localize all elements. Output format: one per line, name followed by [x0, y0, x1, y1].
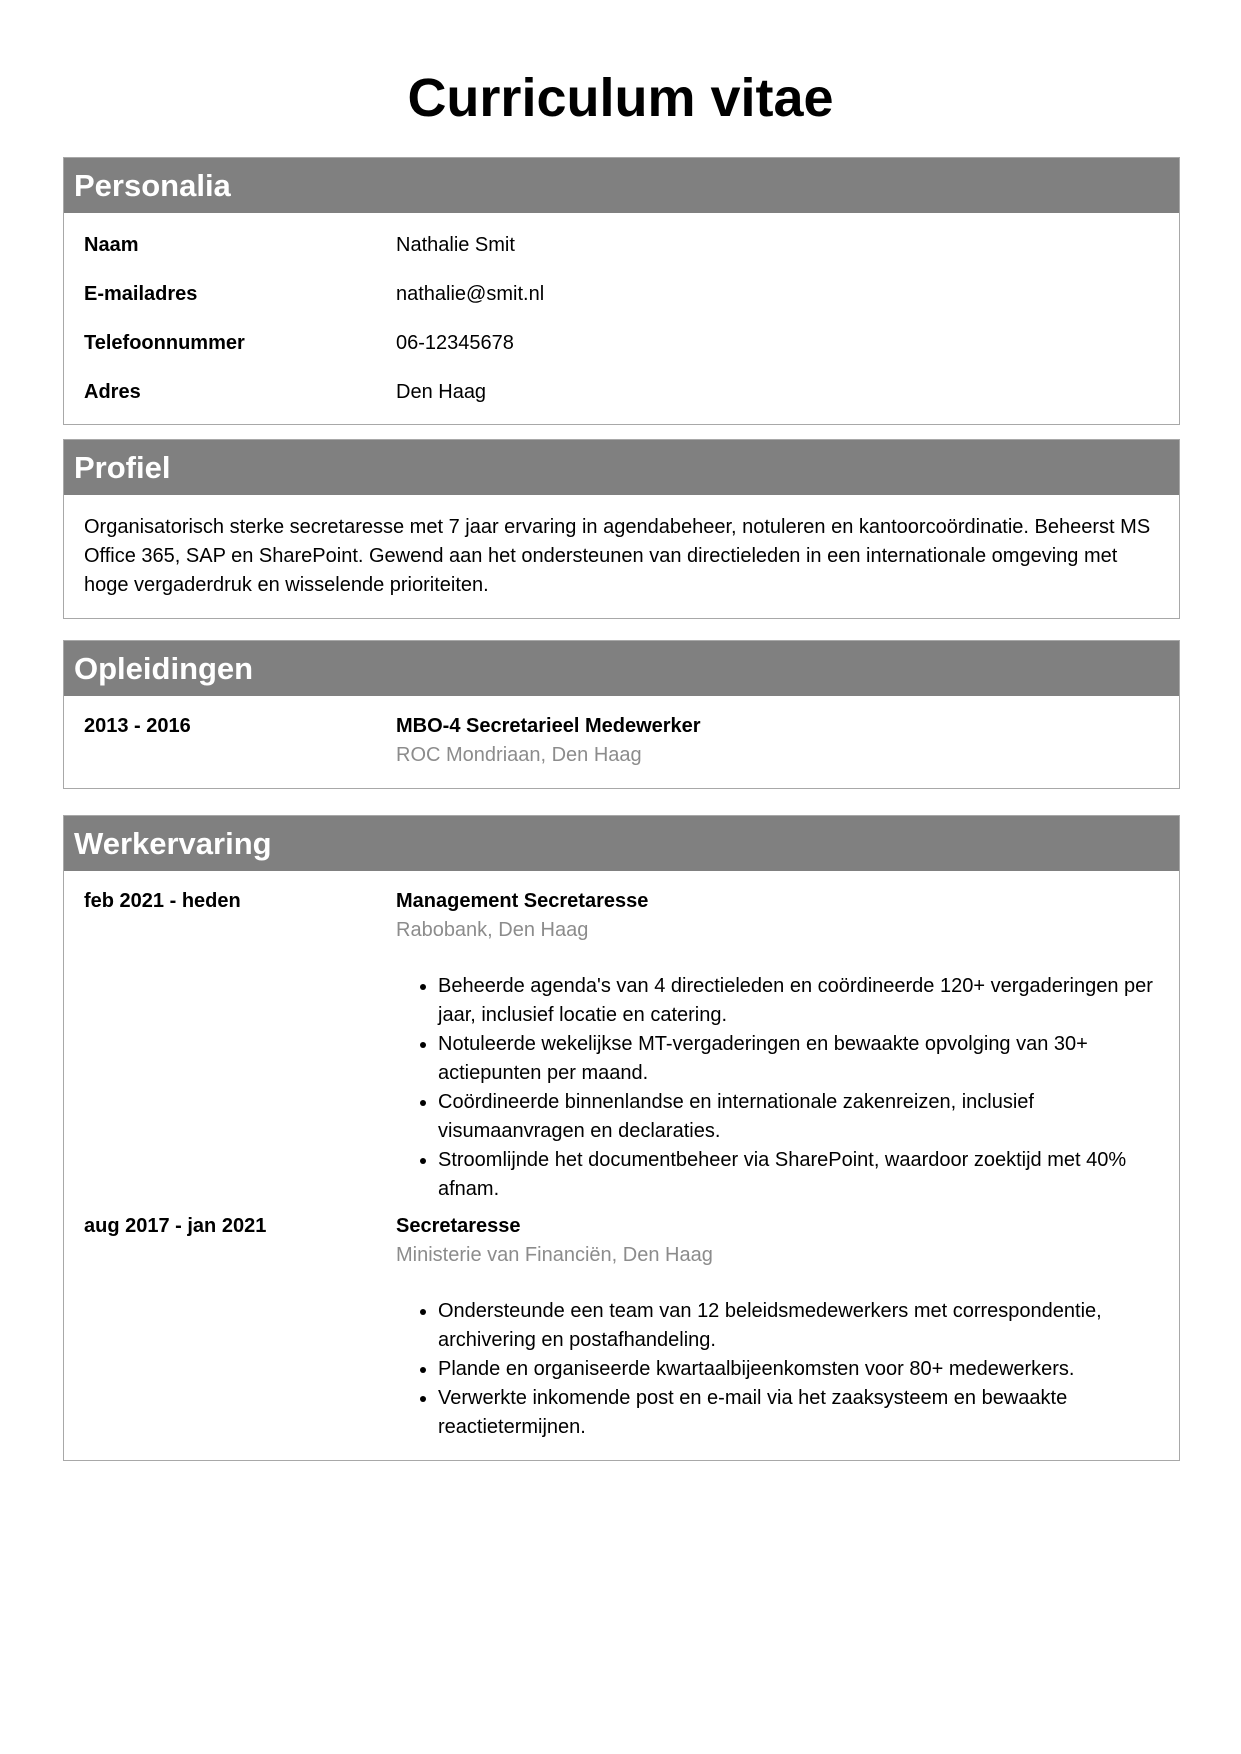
entry-period: feb 2021 - heden	[84, 890, 241, 912]
field-label: Naam	[84, 234, 139, 256]
list-item: • Plande en organiseerde kwartaalbijeenkomsten voor 80+ medewerkers.	[438, 1355, 1159, 1384]
list-item: • Notuleerde wekelijkse MT-vergaderingen en bewaakte opvolging van 30+ actiepunten per maand.	[438, 1030, 1159, 1088]
section-profiel	[63, 439, 1180, 619]
personalia-row-email	[84, 282, 1159, 306]
entry-organization: Ministerie van Financiën, Den Haag	[396, 1244, 713, 1266]
entry-title: Secretaresse	[396, 1215, 521, 1237]
field-value: nathalie@smit.nl	[396, 283, 545, 305]
personalia-row-name	[84, 233, 1159, 257]
work-entry	[84, 1212, 1159, 1442]
entry-period: aug 2017 - jan 2021	[84, 1215, 267, 1237]
entry-organization: ROC Mondriaan, Den Haag	[396, 744, 642, 766]
entry-organization: Rabobank, Den Haag	[396, 919, 589, 941]
section-heading-werkervaring: Werkervaring	[64, 816, 1179, 871]
personalia-row-address	[84, 380, 1159, 404]
work-entry	[84, 887, 1159, 1204]
education-entry	[84, 712, 1159, 770]
list-item: • Stroomlijnde het documentbeheer via SharePoint, waardoor zoektijd met 40% afnam.	[438, 1146, 1159, 1204]
entry-title: MBO-4 Secretarieel Medewerker	[396, 715, 701, 737]
section-opleidingen	[63, 640, 1180, 789]
list-item: • Coördineerde binnenlandse en internationale zakenreizen, inclusief visumaanvragen en declaraties.	[438, 1088, 1159, 1146]
page-title: Curriculum vitae	[407, 68, 834, 128]
field-label: Telefoonnummer	[84, 332, 245, 354]
section-heading-personalia: Personalia	[64, 158, 1179, 213]
section-heading-profiel: Profiel	[64, 440, 1179, 495]
section-heading-opleidingen: Opleidingen	[64, 641, 1179, 696]
section-werkervaring	[63, 815, 1180, 1461]
achievement-list	[396, 1297, 1159, 1442]
field-value: Den Haag	[396, 381, 487, 403]
entry-period: 2013 - 2016	[84, 715, 191, 737]
field-label: E-mailadres	[84, 283, 198, 305]
list-item: • Beheerde agenda's van 4 directieleden en coördineerde 120+ vergaderingen per jaar, inclusief locatie en catering.	[438, 972, 1159, 1030]
field-value: Nathalie Smit	[396, 234, 515, 256]
list-item: • Ondersteunde een team van 12 beleidsmedewerkers met correspondentie, archivering en postafhandeling.	[438, 1297, 1159, 1355]
field-value: 06-12345678	[396, 332, 514, 354]
profile-summary: Organisatorisch sterke secretaresse met 7 jaar ervaring in agendabeheer, notuleren en kantoorcoördinatie. Beheerst MS Office 365, SAP en SharePoint. Gewend aan het ondersteunen van directieleden in een internationale omgeving met hoge vergaderdruk en wisselende prioriteiten.	[84, 516, 1151, 596]
field-label: Adres	[84, 381, 141, 403]
section-personalia	[63, 157, 1180, 425]
list-item: • Verwerkte inkomende post en e-mail via het zaaksysteem en bewaakte reactietermijnen.	[438, 1384, 1159, 1442]
personalia-row-phone	[84, 331, 1159, 355]
entry-title: Management Secretaresse	[396, 890, 649, 912]
achievement-list	[396, 972, 1159, 1204]
